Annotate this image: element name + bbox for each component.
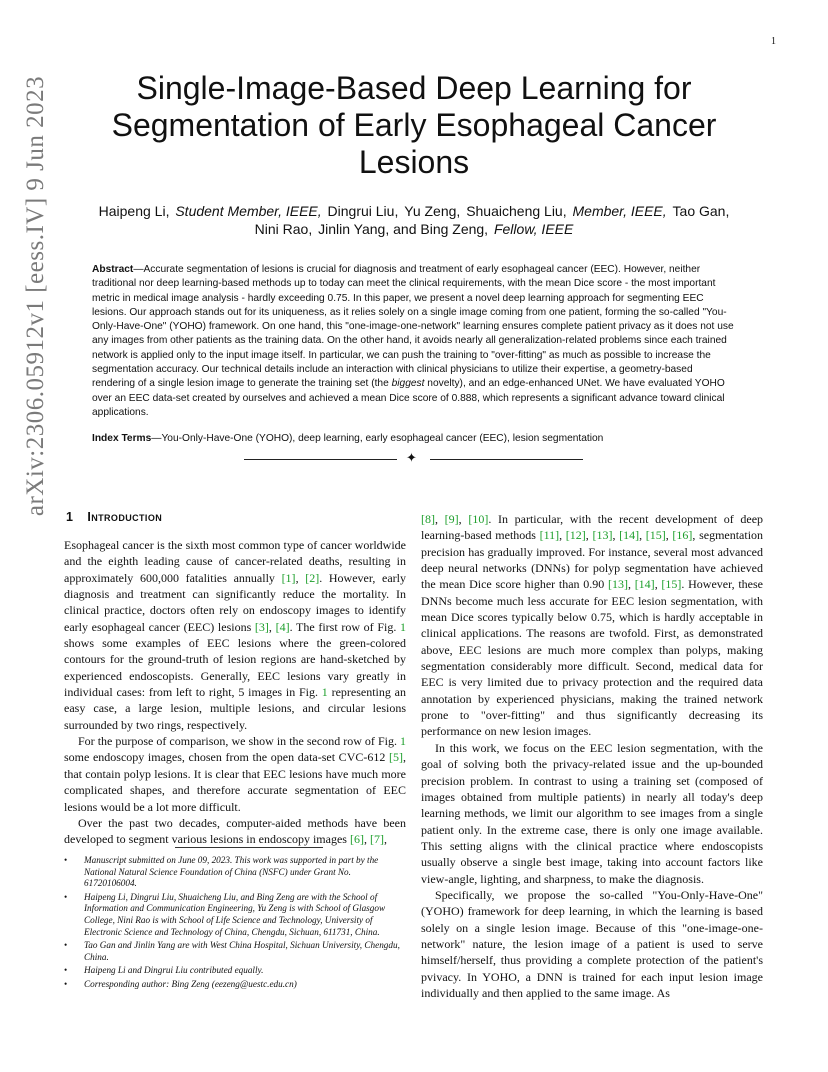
index-terms-text: —You-Only-Have-One (YOHO), deep learning, early esophageal cancer (EEC), lesion segmentation — [151, 433, 604, 444]
footnote-item: • Tao Gan and Jinlin Yang are with West China Hospital, Sichuan University, Chengdu, China. — [64, 940, 400, 962]
citation-link[interactable]: [7] — [369, 832, 384, 847]
citation-link[interactable]: [16] — [672, 528, 693, 543]
figure-link[interactable]: 1 — [400, 619, 406, 634]
paragraph: Over the past two decades, computer-aided methods have been developed to segment various lesions in endoscopy images [6], [7], — [64, 815, 406, 847]
citation-link[interactable]: [14] — [619, 528, 640, 543]
author-line-1 — [60, 202, 768, 220]
arxiv-identifier[interactable]: arXiv:2306.05912v1 [eess.IV] 9 Jun 2023 — [22, 75, 49, 517]
citation-link[interactable]: [4] — [275, 619, 290, 634]
bullet-icon: • — [64, 940, 68, 951]
citation-link[interactable]: [11] — [539, 528, 560, 543]
citation-link[interactable]: [1] — [281, 570, 296, 585]
citation-link[interactable]: [2] — [305, 570, 320, 585]
paragraph: [8], [9], [10]. In particular, with the recent development of deep learning-based methods [11], [12], [13], [14], [15], [16], segmentation precision has gradually improved. For instance, several most advanced deep neural networks (DNNs) for polyp segmentation have achieved the mean Dice score higher than 0.90 [13], [14], [15]. However, these DNNs become much less accurate for EEC lesion segmentation, with mean Dice scores typically below 0.75, which is hardly acceptable in clinical applications. The reasons are twofold. First, as demonstrated above, EEC lesions are much more complex than polyps, making segmentation considerably more difficult. Second, medical data for EEC is very limited due to privacy protection and the required data annotation by experienced physicians, making the trained network prone to "over-fitting" and thus significantly decreasing its performance on new lesion images. — [421, 512, 764, 739]
abstract — [92, 263, 736, 420]
section-number: 1 — [66, 510, 74, 524]
left-column — [64, 537, 406, 848]
abstract-text: novelty), and an edge-enhanced UNet. We have evaluated YOHO over an EEC data-set created by ourselves and achieved a mean Dice score of 0.888, which represents a significant advance toward clinical applications. — [92, 378, 725, 418]
author-list — [60, 202, 768, 238]
separator-rule-right — [430, 459, 583, 460]
citation-link[interactable]: [5] — [389, 750, 403, 765]
index-terms-label: Index Terms — [92, 433, 152, 444]
author-line-2 — [60, 220, 768, 238]
index-terms — [92, 432, 736, 446]
footnotes — [64, 855, 406, 993]
author-name: Tao Gan, — [672, 203, 730, 219]
abstract-label: Abstract — [92, 264, 134, 275]
citation-link[interactable]: [15] — [645, 528, 666, 543]
section-heading — [66, 510, 162, 524]
footnote-item: • Corresponding author: Bing Zeng (eezeng@uestc.edu.cn) — [64, 978, 297, 989]
citation-link[interactable]: [15] — [661, 577, 682, 592]
paragraph: Esophageal cancer is the sixth most common type of cancer worldwide and the eighth leading cause of cancer-related deaths, resulting in approximately 600,000 fatalities annually [1], [2]. However, early diagnosis and treatment can significantly reduce the mortality. In clinical practice, doctors often rely on endoscopy images to identify early esophageal cancer (EEC) lesions [3], [4]. The first row of Fig. 1 shows some examples of EEC lesions where the green-colored contours for the ground-truth of lesion regions are hand-sketched by experienced endoscopists. Generally, EEC lesions vary greatly in individual cases: from left to right, 5 images in Fig. 1 representing an easy case, a large lesion, multiple lesions, and circular lesions surrounded by two rings, respectively. — [64, 538, 407, 732]
separator-rule-left — [244, 459, 397, 460]
bullet-icon: • — [64, 855, 68, 865]
footnote-item: • Haipeng Li and Dingrui Liu contributed equally. — [64, 965, 264, 976]
citation-link[interactable]: [14] — [634, 577, 655, 592]
footnote-item: • Haipeng Li, Dingrui Liu, Shuaicheng Liu, and Bing Zeng are with the School of Information and Communication Engineering, Yu Zeng is with School of Glasgow College, Nini Rao is with School of Life Science and Technology, University of Electronic Science and Technology of China, Chengdu, Sichuan, 611731, China. — [64, 891, 386, 937]
paper-title — [82, 70, 746, 181]
paragraph: In this work, we focus on the EEC lesion segmentation, with the goal of solving both the privacy-related issue and the up-bounded precision problem. In contrast to using a training set (composed of images obtained from multiple patients) in nearly all today's deep learning methods, we limit our algorithm to see images from a single patient only. In the extreme case, there is only one image available. This setting aligns with the clinical practice where endoscopists usually observe a single best image, taking into account factors like view-angle, lighting, and sharpness, to make the diagnosis. — [421, 740, 763, 886]
author-name: Nini Rao, — [254, 221, 313, 237]
separator-diamond-icon: ✦ — [406, 450, 417, 465]
footnote-rule — [175, 847, 323, 848]
section-title: Introduction — [87, 510, 163, 524]
author-name: Shuaicheng Liu, — [466, 203, 567, 219]
paragraph: For the purpose of comparison, we show in the second row of Fig. 1 some endoscopy images, chosen from the open data-set CVC-612 [5], that contain polyp lesions. It is clear that EEC lesions have much more complicated shapes, and therefore accurate segmentation of EEC lesions would be a lot more difficult. — [64, 734, 406, 814]
citation-link[interactable]: [13] — [607, 577, 628, 592]
author-name: Yu Zeng, — [404, 203, 461, 219]
footnote-item: • Manuscript submitted on June 09, 2023. This work was supported in part by the National Natural Science Foundation of China (NSFC) under Grant No. 61720106004. — [64, 855, 379, 889]
title-line-2: Segmentation of Early Esophageal Cancer — [111, 107, 717, 143]
citation-link[interactable]: [12] — [565, 528, 586, 543]
page-number: 1 — [771, 36, 776, 47]
figure-link[interactable]: 1 — [321, 685, 328, 700]
author-role: Member, IEEE, — [572, 203, 667, 219]
paragraph: Specifically, we propose the so-called "You-Only-Have-One" (YOHO) framework for deep learning, in which the learning is based solely on a single lesion image. Because of this "one-image-one-network" nature, the lesion image of a patient is used to serve himself/herself, thus providing a complete protection of the patient's pvivacy. In YOHO, a DNN is trained for each input lesion image individually and then applied to the same image. As — [421, 887, 763, 1000]
title-line-3: Lesions — [358, 144, 470, 180]
citation-link[interactable]: [9] — [444, 512, 459, 526]
citation-link[interactable]: [3] — [254, 619, 269, 634]
author-name: Dingrui Liu, — [327, 203, 399, 219]
right-column — [421, 511, 763, 1001]
figure-link[interactable]: 1 — [400, 734, 406, 749]
citation-link[interactable]: [10] — [468, 512, 489, 526]
author-name: Jinlin Yang, and Bing Zeng, — [318, 221, 489, 237]
citation-link[interactable]: [13] — [592, 528, 613, 543]
citation-link[interactable]: [8] — [421, 512, 435, 526]
author-name: Haipeng Li, — [98, 203, 170, 219]
abstract-emphasis: biggest — [391, 378, 425, 390]
title-line-1: Single-Image-Based Deep Learning for — [136, 70, 692, 106]
bullet-icon: • — [64, 978, 68, 989]
bullet-icon: • — [64, 965, 68, 976]
author-role: Student Member, IEEE, — [175, 203, 322, 219]
author-role: Fellow, IEEE — [493, 221, 574, 237]
abstract-text: —Accurate segmentation of lesions is crucial for diagnosis and treatment of early esophageal cancer (EEC). However, neither traditional nor deep learning-based methods up to today can meet the clinical requirements, with the mean Dice score - the most important metric in medical image analysis - hardly exceeding 0.75. In this paper, we present a novel deep learning approach for segmenting EEC lesions. Our approach stands out for its uniqueness, as it relies solely on a single image coming from one patient, forming the so-called "You-Only-Have-One" (YOHO) framework. On one hand, this "one-image-one-network" learning ensures complete patient privacy as it does not use any images from other patients as the training data. On the other hand, it avoids nearly all generalization-related problems since each trained network is applied only to the input image itself. In particular, we can push the training to "over-fitting" as much as possible to increase the segmentation accuracy. Our technical details include an interaction with clinical physicians to utilize their expertise, a geometry-based rendering of a single lesion image to generate the training set (the — [92, 264, 734, 390]
citation-link[interactable]: [6] — [349, 832, 364, 847]
bullet-icon: • — [64, 891, 68, 902]
